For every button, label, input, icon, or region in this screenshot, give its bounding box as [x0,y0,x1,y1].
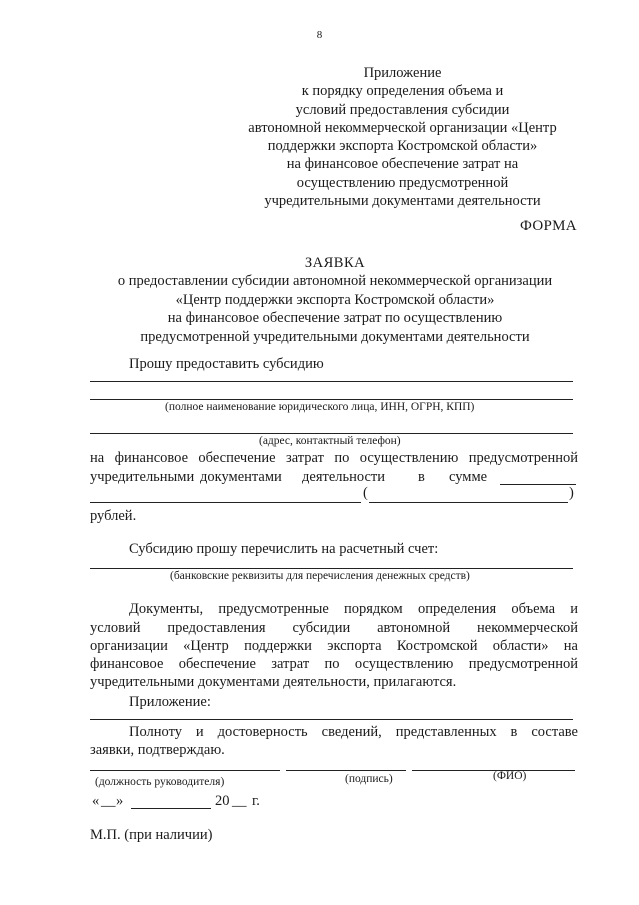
appendix-line: автономной некоммерческой организации «Центр [248,119,557,136]
amount-field-line[interactable] [500,484,576,485]
appendix-line: на финансовое обеспечение затрат на [286,156,519,173]
date-open-quote: « [92,793,100,809]
position-field-line[interactable] [90,770,280,771]
caption-bank-details: (банковские реквизиты для перечисления денежных средств) [170,570,470,582]
confirmation-line-2: заявки, подтверждаю. [90,742,225,758]
page-number: 8 [316,29,323,41]
request-label: Прошу предоставить субсидию [129,356,324,372]
attachment-field-line[interactable] [90,719,573,720]
appendix-line: осуществлению предусмотренной [296,174,509,191]
amount-words-open-bracket: ( [363,485,368,501]
purpose-word: документами [200,469,282,485]
appendix-line: условий предоставления субсидии [295,101,510,118]
applicant-name-field-line-1[interactable] [90,381,573,382]
amount-words-field-line[interactable] [369,502,568,503]
date-year-prefix: 20 [215,793,230,809]
appendix-line: к порядку определения объема и [301,83,504,100]
purpose-word: в [418,469,425,485]
appendix-line: Приложение [363,65,442,81]
documents-paragraph-line: условий предоставления субсидии автономной некоммерческой [90,620,578,636]
address-field-line[interactable] [90,433,573,434]
documents-paragraph-line: финансовое обеспечение затрат по осуществлению предусмотренной [90,656,578,672]
stamp-label: М.П. (при наличии) [90,827,213,843]
attachment-label: Приложение: [129,694,211,710]
purpose-word: сумме [449,469,488,485]
caption-position: (должность руководителя) [95,776,225,788]
title-line: на финансовое обеспечение затрат по осуществлению [167,310,503,327]
documents-paragraph-line: организации «Центр поддержки экспорта Костромской области» на [90,638,578,654]
date-day-field[interactable]: __ [101,793,116,809]
appendix-line: учредительными документами деятельности [264,193,541,210]
date-month-field-line[interactable] [131,808,211,809]
signature-field-line[interactable] [286,770,406,771]
bank-details-field-line[interactable] [90,568,573,569]
transfer-label: Субсидию прошу перечислить на расчетный счет: [129,541,439,557]
confirmation-line-1: Полноту и достоверность сведений, представленных в составе [129,724,578,740]
title-line: о предоставлении субсидии автономной некоммерческой организации [117,273,553,290]
caption-applicant-name: (полное наименование юридического лица, ИНН, ОГРН, КПП) [165,401,475,413]
appendix-line: поддержки экспорта Костромской области» [267,138,538,155]
caption-address: (адрес, контактный телефон) [259,435,401,447]
form-label: ФОРМА [520,218,577,234]
caption-full-name: (ФИО) [493,770,527,782]
purpose-line-1: на финансовое обеспечение затрат по осуществлению предусмотренной [90,450,578,466]
amount-digits-field-line[interactable] [90,502,361,503]
applicant-name-field-line-2[interactable] [90,399,573,400]
purpose-word: деятельности [302,469,386,485]
application-title-block [90,254,580,346]
title-line: «Центр поддержки экспорта Костромской области» [175,291,495,308]
date-year-suffix: г. [252,793,260,809]
document-title: ЗАЯВКА [304,255,366,271]
documents-paragraph-last-line: учредительными документами деятельности, прилагаются. [90,674,457,690]
date-close-quote: » [116,793,124,809]
currency-label: рублей. [90,508,137,524]
date-year-field[interactable]: __ [232,793,247,809]
documents-paragraph-line: Документы, предусмотренные порядком определения объема и [129,601,578,617]
amount-words-close-bracket: ) [569,485,574,501]
caption-signature: (подпись) [345,773,393,785]
purpose-word: учредительными [90,469,195,485]
title-line: предусмотренной учредительными документами деятельности [140,328,530,345]
appendix-heading [230,64,575,210]
